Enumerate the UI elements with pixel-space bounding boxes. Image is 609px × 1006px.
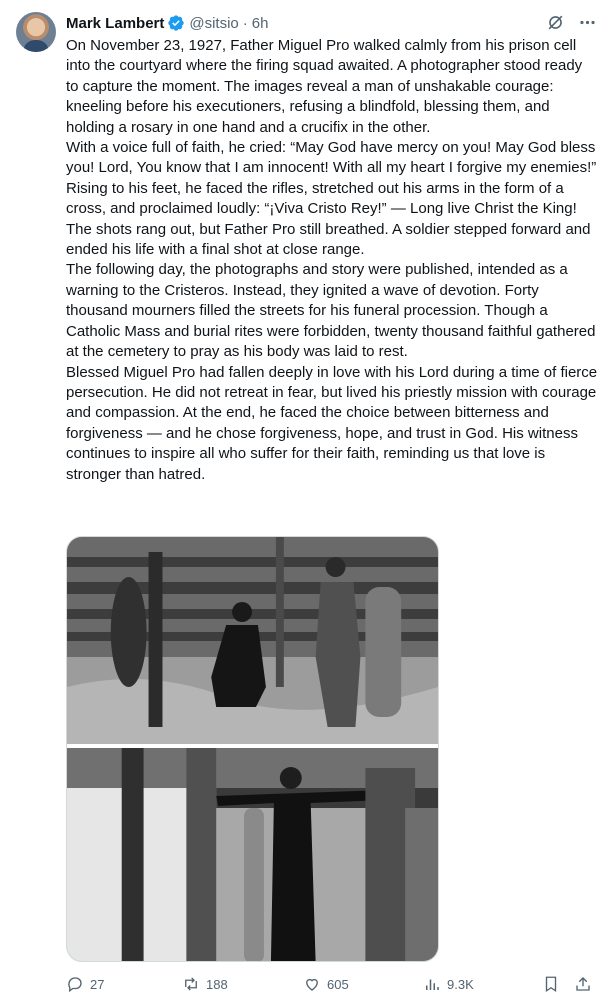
timestamp[interactable]: 6h [251,14,269,32]
views-count: 9.3K [447,976,474,992]
post-paragraph: With a voice full of faith, he cried: “May God have mercy on you! May God bless you! Lord, You know that I am innocent! With all my heart I forgive my enemies!” [66,139,597,177]
post-paragraph: The shots rang out, but Father Pro still breathed. A soldier stepped forward and ended his life with a final shot at close range. [66,220,591,259]
photo-arms-outstretched[interactable] [67,748,438,962]
like-button[interactable] [303,975,349,993]
verified-badge-icon[interactable] [167,14,185,32]
post-header [66,12,597,34]
separator-dot: · [242,14,248,32]
post-paragraph: Rising to his feet, he faced the rifles, stretched out his arms in the form of a cross, and proclaimed loudly: “¡Viva Cristo Rey!” — Long live Christ the King! [66,179,577,218]
repost-icon [182,975,200,993]
bookmark-icon [542,975,560,993]
grok-icon[interactable] [545,12,565,32]
share-icon [574,975,592,993]
reply-count: 27 [90,976,105,992]
post-text [66,36,598,485]
display-name[interactable]: Mark Lambert [66,14,165,32]
bookmark-button[interactable] [542,975,560,993]
repost-count: 188 [206,976,228,992]
more-icon[interactable] [577,12,597,32]
avatar[interactable] [16,12,56,52]
header-actions [545,12,597,32]
views-icon [423,975,441,993]
repost-button[interactable] [182,975,228,993]
handle[interactable]: @sitsio [189,14,239,32]
reply-button[interactable] [66,975,104,993]
post-paragraph: The following day, the photographs and story were published, intended as a warning to the Cristeros. Instead, they ignited a wave of devotion. Forty thousand mourners filled the streets for his funeral procession. Though a Catholic Mass and burial rites were forbidden, twenty thousand faithful gathered at the cemetery to pray as his body was laid to rest. [66,261,596,361]
post-media[interactable] [66,536,439,962]
post-paragraph: Blessed Miguel Pro had fallen deeply in love with his Lord during a time of fierce persecution. He did not retreat in fear, but lived his priestly mission with courage and compassion. At the end, he faced the choice between bitterness and forgiveness — and he chose forgiveness, hope, and trust in God. His witness continues to inspire all who suffer for their faith, reminding us that love is stronger than hatred. [66,363,598,483]
reply-icon [66,975,84,993]
like-count: 605 [327,976,349,992]
action-bar [66,975,596,997]
like-icon [303,975,321,993]
post-paragraph: On November 23, 1927, Father Miguel Pro walked calmly from his prison cell into the courtyard where the firing squad awaited. A photographer stood ready to capture the moment. The images reveal a man of unshakable courage: kneeling before his executioners, refusing a blindfold, blessing them, and holding a rosary in one hand and a crucifix in the other. [66,37,583,136]
views-button[interactable] [423,975,474,993]
photo-kneeling[interactable] [67,537,438,744]
share-button[interactable] [574,975,592,993]
